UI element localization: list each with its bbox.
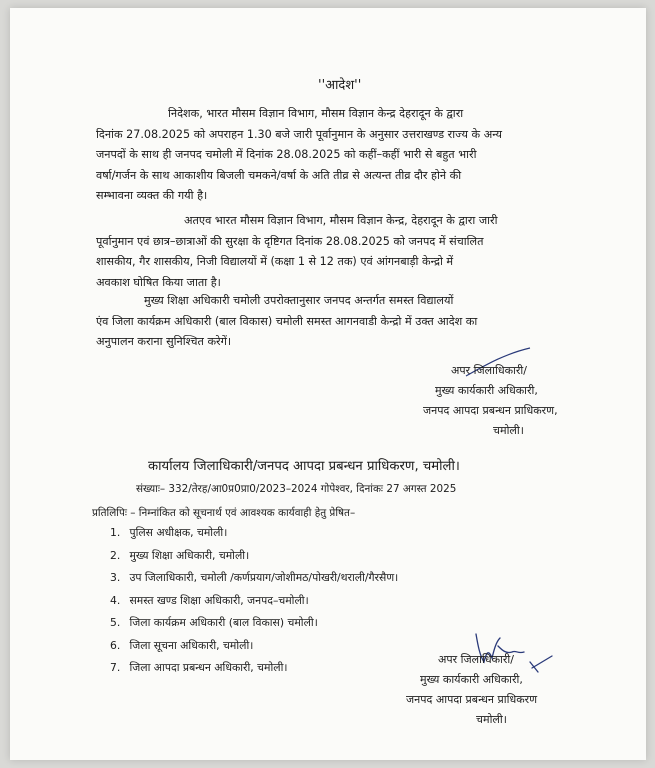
signature-line: मुख्य कार्यकारी अधिकारी, <box>435 384 538 397</box>
list-item: 3. उप जिलाधिकारी, चमोली /कर्णप्रयाग/जोशीमठ/पोखरी/थराली/गैरसैण। <box>110 571 399 584</box>
list-item: 7. जिला आपदा प्रबन्धन अधिकारी, चमोली। <box>110 661 288 674</box>
paragraph-line: निदेशक, भारत मौसम विज्ञान विभाग, मौसम विज्ञान केन्द्र देहरादून के द्वारा <box>168 107 464 120</box>
paragraph-line: शासकीय, गैर शासकीय, निजी विद्यालयों में (कक्षा 1 से 12 तक) एवं आंगनबाड़ी केन्द्रो में <box>96 255 454 269</box>
office-signature-block <box>406 650 538 730</box>
list-item: 2. मुख्य शिक्षा अधिकारी, चमोली। <box>110 548 250 562</box>
paragraph-compliance <box>96 291 606 353</box>
reference-number: संख्याः– 332/तेरह/आ0प्र0प्रा0/2023–2024 गोपेश्वर, दिनांकः 27 अगस्त 2025 <box>136 483 457 495</box>
document-page <box>10 8 646 760</box>
list-item: 6. जिला सूचना अधिकारी, चमोली। <box>110 638 254 652</box>
list-item: 4. समस्त खण्ड शिक्षा अधिकारी, जनपद–चमोली। <box>110 593 309 607</box>
paragraph-line: अनुपालन कराना सुनिश्चित करेगें। <box>96 335 232 349</box>
signature-line: अपर जिलाधिकारी/ <box>451 364 527 377</box>
signature-line: चमोली। <box>476 713 507 726</box>
signature-line: जनपद आपदा प्रबन्धन प्राधिकरण <box>406 693 538 706</box>
paragraph-line: वर्षा/गर्जन के साथ आकाशीय बिजली चमकने/वर्षा के अति तीव्र से अत्यन्त तीव्र दौर होने की <box>96 168 462 182</box>
paragraph-holiday <box>96 211 606 293</box>
paragraph-line: पूर्वानुमान एवं छात्र–छात्राओं की सुरक्षा के दृष्टिगत दिनांक 28.08.2025 को जनपद में संचालित <box>96 234 484 248</box>
paragraph-line: सम्भावना व्यक्त की गयी है। <box>96 189 208 203</box>
order-signature-block <box>423 361 558 441</box>
signature-line: मुख्य कार्यकारी अधिकारी, <box>420 673 523 686</box>
signature-line: चमोली। <box>493 424 524 437</box>
list-item: 1. पुलिस अधीक्षक, चमोली। <box>110 526 228 539</box>
recipients-list <box>110 524 398 682</box>
copy-intro: प्रतिलिपिः – निम्नांकित को सूचनार्थ एवं आवश्यक कार्यवाही हेतु प्रेषित– <box>92 507 356 519</box>
paragraph-line: मुख्य शिक्षा अधिकारी चमोली उपरोक्तानुसार जनपद अन्तर्गत समस्त विद्यालयों <box>144 294 454 307</box>
paragraph-line: दिनांक 27.08.2025 को अपराहन 1.30 बजे जारी पूर्वानुमान के अनुसार उत्तराखण्ड राज्य के अन्य <box>96 127 503 141</box>
signature-line: जनपद आपदा प्रबन्धन प्राधिकरण, <box>423 404 558 417</box>
paragraph-forecast <box>96 104 606 207</box>
paragraph-line: अवकाश घोषित किया जाता है। <box>96 275 221 289</box>
signature-line: अपर जिलाधिकारी/ <box>438 653 514 666</box>
office-title: कार्यालय जिलाधिकारी/जनपद आपदा प्रबन्धन प्राधिकरण, चमोली। <box>148 459 460 474</box>
paragraph-line: अतएव भारत मौसम विज्ञान विभाग, मौसम विज्ञान केन्द्र, देहरादून के द्वारा जारी <box>184 214 498 227</box>
order-heading: ''आदेश'' <box>318 78 362 93</box>
list-item: 5. जिला कार्यक्रम अधिकारी (बाल विकास) चमोली। <box>110 616 318 629</box>
paragraph-line: जनपदों के साथ ही जनपद चमोली में दिनांक 28.08.2025 को कहीं–कहीं भारी से बहुत भारी <box>96 148 477 162</box>
paragraph-line: एंव जिला कार्यक्रम अधिकारी (बाल विकास) चमोली समस्त आगनवाडी केन्द्रो में उक्त आदेश का <box>96 314 478 328</box>
